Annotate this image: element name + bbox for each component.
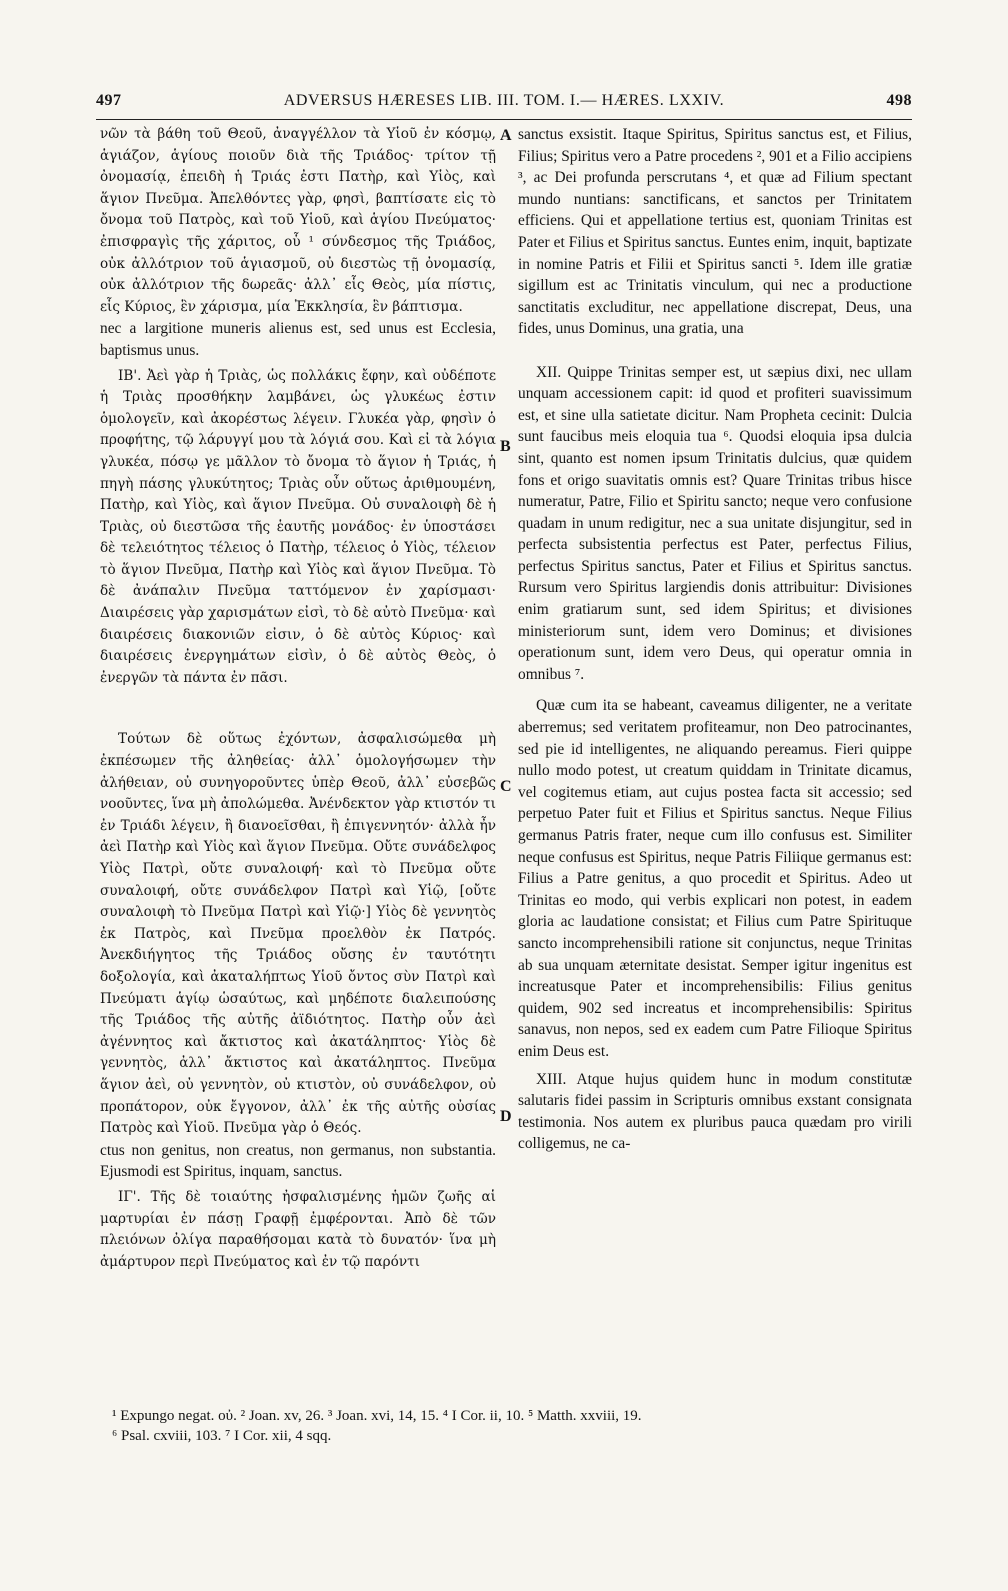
left-page-number: 497 [96,92,122,109]
latin-paragraph: nec a largitione muneris alienus est, sed unus est Ecclesia, baptismus unus. [100,320,496,359]
running-title: ADVERSUS HÆRESES LIB. III. TOM. I.— HÆRES. LXXIV. [283,92,725,109]
greek-column [100,124,496,1273]
latin-paragraph: XIII. Atque hujus quidem hunc in modum constitutæ salutaris fidei passim in Scripturis omnibus exstant consignata testimonia. Nos autem ex pluribus pauca quædam pro virili colligemus, ne ca- [518,1070,912,1153]
latin-column [518,124,912,1155]
spacer [518,340,912,362]
margin-letter-a: A [500,127,512,144]
latin-paragraph: XII. Quippe Trinitas semper est, ut sæpius dixi, nec ullam unquam accessionem capit: id quod et profiteri suavissimum est, et sine ulla satietate dicitur. Nam Propheta cecinit: Dulcia sunt faucibus meis eloquia tua ⁶. Quodsi eloquia ipsa dulcia sint, quanto est nomen ipsum Trinitatis dulcius, quæ quidem fons et origo suavitatis omnis est? Quare Trinitas tribus hisce numeratur, Patre, Filio et Spiritu sancto; neque vero confusione quadam in unum redigitur, nec a sua unitate disjungitur, sed in perfecta subsistentia perfectus est Pater, perfectus Filius, perfectus Spiritus sanctus, Pater et Filius et Spiritus sanctus. Rursum vero Spiritus largiendis donis attribuitur: Divisiones enim gratiarum sunt, sed idem Spiritus; et divisiones ministeriorum sunt, idem vero Dominus; et divisiones operationum sunt, idem vero Deus, qui operatur omnia in omnibus ⁷. [518,363,912,683]
margin-letter-b: B [500,438,511,455]
latin-paragraph: ctus non genitus, non creatus, non germanus, non substantia. Ejusmodi est Spiritus, inquam, sanctus. [100,1141,496,1181]
spacer [518,685,912,695]
spacer [100,689,496,729]
latin-paragraph: sanctus exsistit. Itaque Spiritus, Spiritus sanctus est, et Filius, Filius; Spiritus vero a Patre procedens ², 901 et a Filio accipiens ³, ac Dei profunda perscrutans ⁴, et quæ ad Filium spectant mundo nuntians: sanctificans, et sanctos per Trinitatem efficiens. Qui et appellatione tertius est, quoniam Trinitas est Pater et Filius et Spiritus sanctus. Euntes enim, inquit, baptizate in nomine Patris et Filii et Spiritus sancti ⁵. Idem ille gratiæ sigillum est ac Trinitatis vinculum, qui nec a productione sanctitatis excluditur, nec appellatione discrepat, Deus, una fides, unus Dominus, una gratia, una [518,126,912,338]
margin-letter-c: C [500,778,512,795]
footnotes [112,1406,912,1446]
footnote-line: ⁶ Psal. cxviii, 103. ⁷ I Cor. xii, 4 sqq. [112,1428,332,1444]
greek-paragraph: ΙΒ'. Ἀεὶ γὰρ ἡ Τριὰς, ὡς πολλάκις ἔφην, καὶ οὐδέποτε ἡ Τριὰς προσθήκην λαμβάνει, ὡς γλυκέως ἐστιν ὁμολογεῖν, καὶ ἀκορέστως λέγειν. Γλυκέα γὰρ, φησὶν ὁ προφήτης, τῷ λάρυγγί μου τὰ λόγιά σου. Καὶ εἰ τὰ λόγια γλυκέα, πόσῳ γε μᾶλλον τὸ ὄνομα τὸ ἅγιον ἡ Τριάς, ἡ πηγὴ πάσης γλυκύτητος; Τριὰς οὖν οὕτως ἀριθμουμένη, Πατὴρ, καὶ Υἱὸς, καὶ ἅγιον Πνεῦμα. Οὐ συναλοιφὴ δὲ ἡ Τριὰς, οὐ διεστῶσα τῆς ἑαυτῆς μονάδος· ἐν ὑποστάσει δὲ τελειότητος τέλειος ὁ Πατὴρ, τέλειος ὁ Υἱὸς, τέλειον τὸ ἅγιον Πνεῦμα, Πατὴρ καὶ Υἱὸς καὶ ἅγιον Πνεῦμα. Τὸ δὲ ἀνάπαλιν Πνεῦμα ταττόμενον ἐν χαρίσμασι· Διαιρέσεις γὰρ χαρισμάτων εἰσὶ, τὸ δὲ αὐτὸ Πνεῦμα· καὶ διαιρέσεις διακονιῶν εἰσιν, ὁ δὲ αὐτὸς Κύριος· καὶ διαιρέσεις ἐνεργημάτων εἰσὶν, ὁ δὲ αὐτὸς Θεὸς, ὁ ἐνεργῶν τὰ πάντα ἐν πᾶσι. [100,367,496,686]
right-page-number: 498 [886,92,912,109]
greek-paragraph: ΙΓ'. Τῆς δὲ τοιαύτης ἠσφαλισμένης ἡμῶν ζωῆς αἱ μαρτυρίαι ἐν πάσῃ Γραφῇ ἐμφέρονται. Ἀπὸ δὲ τῶν πλειόνων ὀλίγα παραθήσομαι κατὰ τὸ δυνατόν· ἵνα μὴ ἀμάρτυρον περὶ Πνεύματος καὶ ἐν τῷ παρόντι [100,1188,496,1270]
greek-paragraph: Τούτων δὲ οὕτως ἐχόντων, ἀσφαλισώμεθα μὴ ἐκπέσωμεν τῆς ἀληθείας· ἀλλ᾽ ὁμολογήσωμεν τὴν ἀλήθειαν, οὐ συνηγοροῦντες ὑπὲρ Θεοῦ, ἀλλ᾽ εὐσεβῶς νοοῦντες, ἵνα μὴ ἀπολώμεθα. Ἀνένδεκτον γὰρ κτιστόν τι ἐν Τριάδι λέγειν, ἢ διανοεῖσθαι, ἢ ἐπιγεννητόν· ἀλλὰ ἦν ἀεὶ Πατὴρ καὶ Υἱὸς καὶ ἅγιον Πνεῦμα. Οὔτε συνάδελφος Υἱὸς Πατρὶ, οὔτε συναλοιφή· καὶ τὸ Πνεῦμα οὔτε συναλοιφή, οὔτε συνάδελφον Πατρὶ καὶ Υἱῷ, [οὔτε συναλοιφὴ τὸ Πνεῦμα Πατρὶ καὶ Υἱῷ·] Υἱὸς δὲ γεννητὸς ἐκ Πατρὸς, καὶ Πνεῦμα προελθὸν ἐκ Πατρός. Ἀνεκδιήγητος τῆς Τριάδος οὔσης ἐν ταυτότητι δοξολογία, καὶ ἀκαταλήπτως Υἱοῦ ὄντος σὺν Πατρὶ καὶ Πνεύματι ἁγίῳ ὡσαύτως, καὶ μηδέποτε διαλειπούσης τῆς Τριάδος τῆς αὐτῆς ἀϊδιότητος. Πατὴρ οὖν ἀεὶ ἀγέννητος καὶ ἄκτιστος καὶ ἀκατάληπτος· Υἱὸς δὲ γεννητὸς, ἀλλ᾽ ἄκτιστος καὶ ἀκατάληπτος. Πνεῦμα ἅγιον ἀεὶ, οὐ γεννητὸν, οὐ κτιστὸν, οὐ συνάδελφον, οὐ προπάτορον, οὐκ ἔγγονον, ἀλλ᾽ ἐκ τῆς αὐτῆς οὐσίας Πατρὸς καὶ Υἱοῦ. Πνεῦμα γὰρ ὁ Θεός. [100,731,496,1137]
footnote-line: ¹ Expungo negat. οὐ. ² Joan. xv, 26. ³ Joan. xvi, 14, 15. ⁴ I Cor. ii, 10. ⁵ Matth. xxviii, 19. [112,1408,642,1424]
greek-paragraph: νῶν τὰ βάθη τοῦ Θεοῦ, ἀναγγέλλον τὰ Υἱοῦ ἐν κόσμῳ, ἁγιάζον, ἁγίους ποιοῦν διὰ τῆς Τριάδος· τρίτον τῇ ὀνομασίᾳ, ἐπειδὴ ἡ Τριάς ἐστι Πατὴρ, καὶ Υἱὸς, καὶ ἅγιον Πνεῦμα. Ἀπελθόντες γὰρ, φησὶ, βαπτίσατε εἰς τὸ ὄνομα τοῦ Πατρὸς, καὶ τοῦ Υἱοῦ, καὶ ἁγίου Πνεύματος· ἐπισφραγὶς τῆς χάριτος, οὗ ¹ σύνδεσμος τῆς Τριάδος, οὐκ ἀλλότριον τοῦ ἁγιασμοῦ, οὐ διεστὼς τῇ ὀνομασίᾳ, οὐκ ἀλλότριον τῆς δωρεᾶς· ἀλλ᾽ εἷς Θεὸς, μία πίστις, εἷς Κύριος, ἓν χάρισμα, μία Ἐκκλησία, ἓν βάπτισμα. [100,126,496,315]
running-header [96,92,912,118]
latin-paragraph: Quæ cum ita se habeant, caveamus diligenter, ne a veritate aberremus; sed veritatem profiteamur, non Deo patrocinantes, sed pie id intelligentes, ne aliquando pereamus. Fieri quippe nullo modo potest, ut creatum quiddam in Trinitate dicamus, vel cogitemus etiam, aut cujus postea facta sit accessio; sed perpetuo Pater fuit et Filius et Spiritus sanctus. Neque Filius germanus Patris frater, neque cum illo confusus est. Similiter neque confusus est Spiritus, neque Patris Filiique germanus est: Filius a Patre genitus, a quo procedit et Spiritus. Adeo ut Trinitas eo modo, qui verbis explicari non potest, in eadem gloria ac laudatione consistat; et Filius cum Patre Spirituque sancto incomprehensibili ratione sit conjunctus, neque Trinitas ab sua unquam æternitate desistat. Semper igitur ingenitus est increatusque Pater et incomprehensibilis: Filius genitus quidem, 902 sed increatus et incomprehensibilis: Spiritus sanavus, non nepos, sed ex eadem cum Patre Filioque Spiritus enim Deus est. [518,697,912,1060]
margin-letter-d: D [500,1108,512,1125]
header-rule [96,119,912,120]
